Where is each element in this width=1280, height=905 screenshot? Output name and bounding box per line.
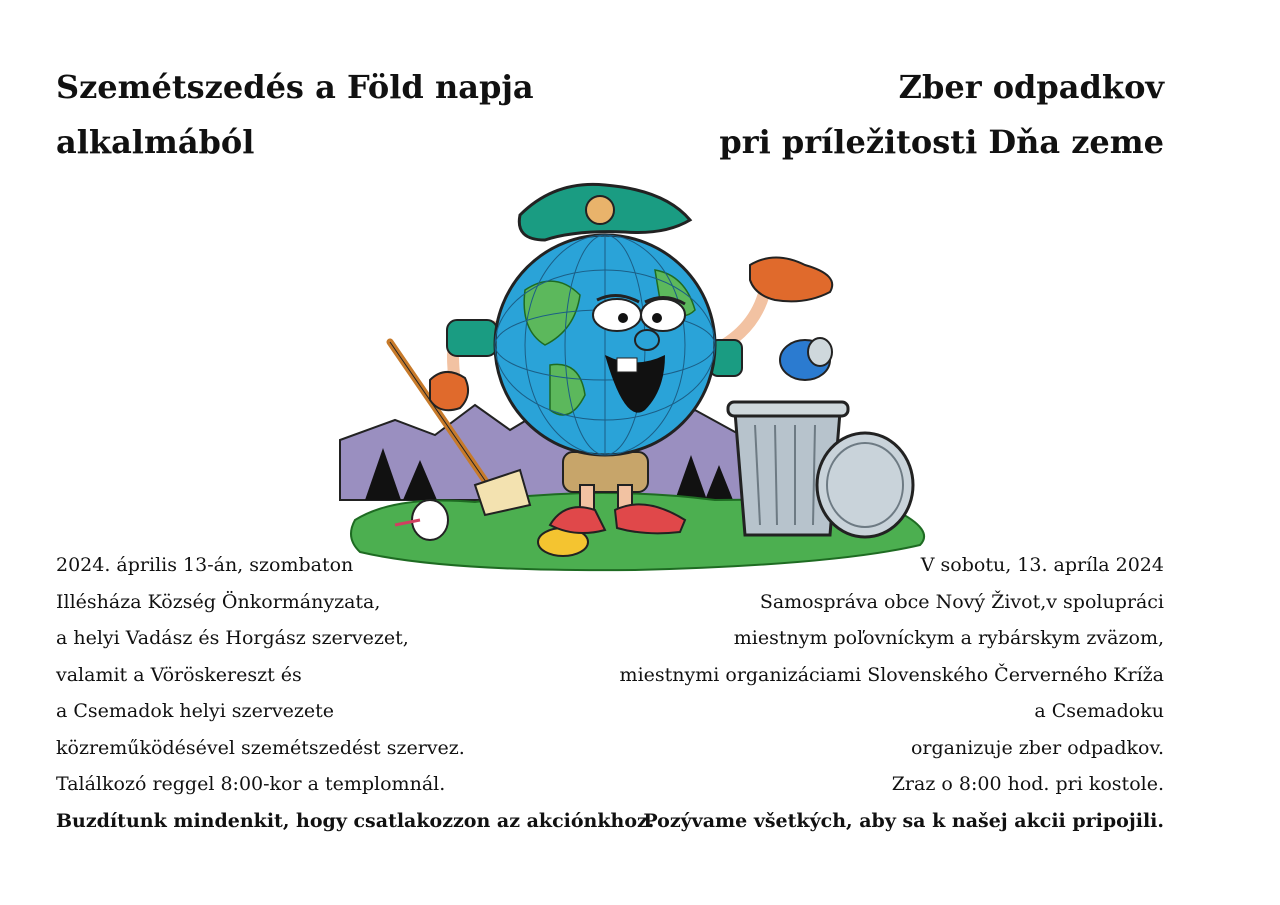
trash-can-lid <box>817 433 913 537</box>
slovak-text <box>620 547 1164 839</box>
slovak-line: a Csemadoku <box>1034 700 1164 722</box>
title-slovak-line-2: pri príležitosti Dňa zeme <box>719 123 1164 161</box>
title-hungarian-line-1: Szemétszedés a Föld napja <box>56 68 534 106</box>
right-glove <box>750 258 832 302</box>
slovak-line: V sobotu, 13. apríla 2024 <box>920 554 1164 576</box>
hungarian-line: Találkozó reggel 8:00-kor a templomnál. <box>56 773 446 795</box>
hungarian-line: a helyi Vadász és Horgász szervezet, <box>56 627 409 649</box>
hungarian-line: valamit a Vöröskereszt és <box>56 663 302 686</box>
hungarian-text <box>56 547 654 839</box>
slovak-line: miestnym poľovníckym a rybárskym zväzom, <box>733 627 1164 649</box>
slovak-line: Zraz o 8:00 hod. pri kostole. <box>891 773 1164 795</box>
slovak-closing: Pozývame všetkých, aby sa k našej akcii pripojili. <box>643 809 1164 832</box>
hungarian-line: Illésháza Község Önkormányzata, <box>56 590 381 613</box>
hungarian-closing: Buzdítunk mindenkit, hogy csatlakozzon az akciónkhoz. <box>56 809 655 832</box>
hungarian-line: 2024. április 13-án, szombaton <box>56 554 354 576</box>
title-slovak-line-1: Zber odpadkov <box>898 68 1164 106</box>
title-slovak <box>719 60 1164 170</box>
earth-mascot-illustration <box>335 180 935 575</box>
slovak-line: Samospráva obce Nový Život,v spolupráci <box>759 590 1164 613</box>
hungarian-line: a Csemadok helyi szervezete <box>56 700 335 722</box>
right-eye <box>641 299 685 331</box>
title-hungarian-line-2: alkalmából <box>56 123 255 161</box>
slovak-line: miestnymi organizáciami Slovenského Červerného Kríža <box>619 663 1164 686</box>
slovak-line: organizuje zber odpadkov. <box>910 736 1164 759</box>
title-hungarian <box>56 60 534 170</box>
left-eye <box>593 299 641 331</box>
hungarian-line: közreműködésével szemétszedést szervez. <box>56 736 465 759</box>
left-glove <box>430 372 468 410</box>
